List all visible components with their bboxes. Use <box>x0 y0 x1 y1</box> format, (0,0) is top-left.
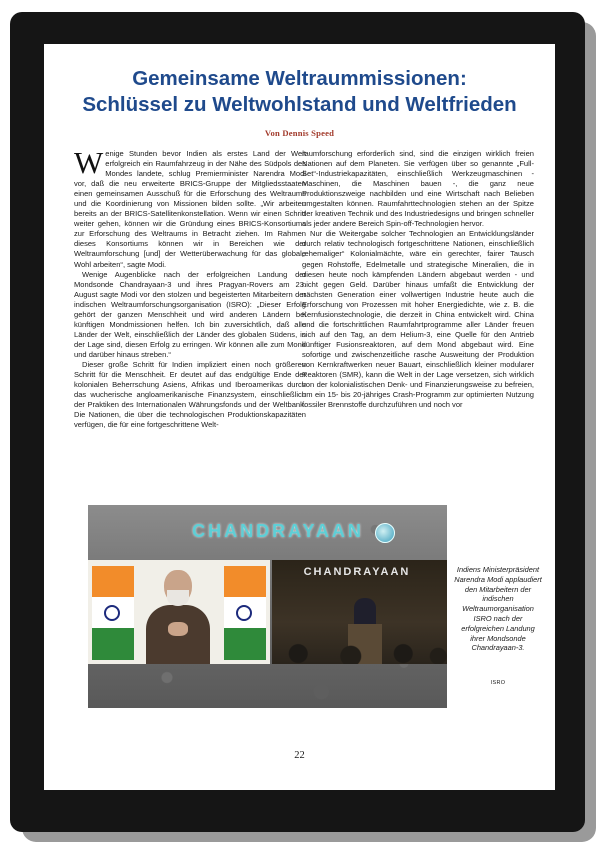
paragraph: raumforschung erforderlich sind, sind die einzigen wirklich freien Nationen auf dem Planeten. Sie verfügen über so genannte „Full-Set“-Industriekapazitäten, einschließlich Werkzeugmaschinen - Maschinen, die Maschinen bauen -, die ganz neue Produktionszweige nachbilden und eine Wirtschaft nach Belieben umgestalten können. Raumfahrttechnologien stehen an der Spitze der kreativen Technik und des Industriedesigns und bringen schneller als jeder andere Bereich Spin-off-Technologien hervor. <box>302 149 534 229</box>
photo-credit: ISRO <box>490 680 506 686</box>
audience-silhouettes <box>272 638 447 664</box>
applauding-hands <box>168 622 188 636</box>
article-title <box>44 66 555 118</box>
text-column-left <box>74 145 306 430</box>
ashoka-chakra-icon <box>236 605 252 621</box>
video-pane-modi <box>88 560 270 664</box>
planet-logo-icon <box>375 523 395 543</box>
india-flag-icon <box>92 566 134 660</box>
paragraph <box>74 145 306 270</box>
paragraph: Wenige Augenblicke nach der erfolgreichen Landung der Mondsonde Chandrayaan-3 und ihres Pragyan-Rovers am 23. August sagte Modi vor den stolzen und begeisterten Mitarbeitern der indischen Weltraumforschungsorganisation (ISRO): „Dieser Erfolg gehört der ganzen Menschheit und wird anderen Ländern bei künftigen Mondmissionen helfen. Ich bin zuversichtlich, daß alle Länder der Welt, einschließlich der Länder des globalen Südens, in der Lage sind, diesen Erfolg zu erringen. Wir können alle zum Mond und darüber hinaus streben.“ <box>74 269 306 359</box>
magazine-page <box>44 44 555 790</box>
title-line-1: Gemeinsame Weltraummissionen: <box>132 67 467 90</box>
ashoka-chakra-icon <box>104 605 120 621</box>
person-beard <box>167 590 189 606</box>
paragraph: Dieser große Schritt für Indien impliziert einen noch größeren Schritt für die Menschheit. Er deutet auf das endgültige Ende der kolonialen Beherrschung Asiens, Afrikas und Iberoamerikas durch das wucherische angloamerikanische Finanzsystem, einschließlich der Praktiken des Internationalen Währungsfonds und der Weltbank. Die Nationen, die über die technologischen Produktionskapazitäten verfügen, die für eine fortgeschrittene Welt- <box>74 359 306 430</box>
paragraph-text: enige Stunden bevor Indien als erstes Land der Welt erfolgreich ein Raumfahrzeug in der Nähe des Südpols des Mondes landete, schlug Premierminister Narendra Modi vor, daß die neu erweiterte BRICS-Gruppe der Mitgliedsstaaten einen gemeinsamen Ausschuß für die Erforschung des Weltraums und die Koordinierung von Missionen bilden sollte. „Wir arbeiten bereits an der BRICS-Satellitenkonstellation. Wenn wir einen Schritt weiter gehen, können wir die Gründung eines BRICS-Konsortiums zur Erforschung des Weltraums in Betracht ziehen. Im Rahmen dieses Konsortiums können wir in Bereichen wie der Weltraumforschung [und] der Wetterüberwachung für das globale Wohl arbeiten“, sagte Modi. <box>74 149 306 269</box>
byline-author: Dennis Speed <box>282 128 335 138</box>
byline-prefix: Von <box>264 128 280 138</box>
india-flag-icon <box>224 566 266 660</box>
byline <box>44 128 555 138</box>
article-photo <box>88 505 447 708</box>
drop-cap: W <box>74 145 104 180</box>
photo-caption: Indiens Ministerpräsident Narendra Modi applaudiert den Mitarbeitern der indischen Weltraumorganisation ISRO nach der erfolgreichen Landung ihrer Mondsonde Chandrayaan-3. <box>454 565 542 653</box>
video-pane-isro <box>272 560 447 664</box>
chandrayaan-logo-text: CHANDRAYAAN <box>192 521 364 541</box>
page-number: 22 <box>294 750 305 761</box>
text-column-right <box>302 149 534 410</box>
screen-logo-text: CHANDRAYAAN <box>303 566 411 578</box>
paragraph: Nur die Weitergabe solcher Technologien an Entwicklungsländer durch relativ technologisch fortgeschrittene Nationen, einschließlich „ehemaliger“ Kolonialmächte, wäre ein gerechter, fairer Tausch gegen Rohstoffe, Edelmetalle und strategische Mineralien, die in diesen heute noch kämpfenden Ländern abgebaut werden - und nicht gegen Geld. Darüber hinaus umfaßt die Entwicklung der nächsten Generation einer vollwertigen Industrie heute auch die Erforschung von Prozessen mit hoher Energiedichte, wie z. B. die Kernfusionstechnologie, die derzeit in China entwickelt wird. China und die fortschrittlichen Raumfahrtprogramme aller Länder freuen sich auf den Tag, an dem Helium-3, eine Quelle für den Antrieb künftiger Fusionsreaktoren, auf dem Mond abgebaut wird. Eine sofortige und zwischenzeitliche rasche Ausweitung der Produktion von Kernkraftwerken neuer Bauart, einschließlich kleiner modularer Reaktoren (SMR), kann die Welt in der Lage versetzen, sich wirklich von der kolonialistischen Denk- und Finanzierungsweise zu befreien, um ein 15- bis 20-jähriges Crash-Programm zur optimierten Nutzung fossiler Brennstoffe durchzuführen und noch vor <box>302 229 534 410</box>
title-line-2: Schlüssel zu Weltwohlstand und Weltfrieden <box>82 93 517 116</box>
